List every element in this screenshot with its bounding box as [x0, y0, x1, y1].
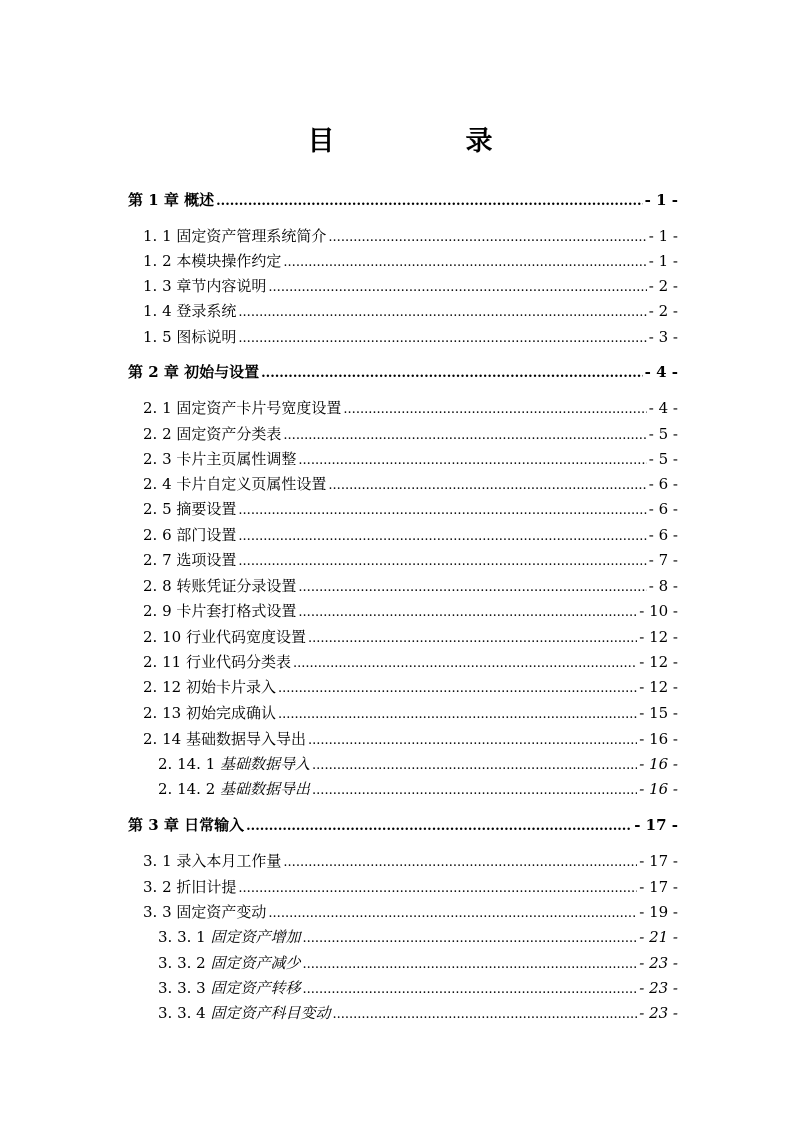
toc-entry-label — [143, 902, 266, 922]
toc-dot-leader — [238, 527, 646, 547]
toc-entry-text: 部门设置 — [176, 526, 237, 544]
toc-entry-text: 折旧计提 — [176, 878, 237, 896]
toc-entry-text: 固定资产减少 — [210, 954, 301, 972]
toc-entry-text: 固定资产转移 — [210, 979, 301, 997]
toc-dot-leader — [238, 303, 646, 323]
toc-entry-text: 基础数据导入导出 — [185, 730, 306, 748]
toc-entry-label — [143, 424, 281, 444]
toc-entry-level-3[interactable] — [158, 754, 678, 774]
toc-entry-level-2[interactable] — [143, 677, 678, 697]
toc-entry-level-1[interactable] — [128, 362, 678, 382]
toc-entry-label — [158, 754, 310, 774]
toc-dot-leader — [298, 451, 646, 471]
toc-entry-text: 摘要设置 — [176, 500, 237, 518]
toc-entry-label — [143, 276, 266, 296]
toc-entry-level-2[interactable] — [143, 226, 678, 246]
toc-dot-leader — [303, 980, 638, 1000]
toc-page-number: - 23 - — [639, 979, 678, 997]
toc-dot-leader — [238, 501, 646, 521]
toc-entry-label — [128, 190, 214, 210]
toc-entry-label — [158, 779, 310, 799]
toc-entry-text: 固定资产卡片号宽度设置 — [176, 399, 342, 417]
toc-entry-level-2[interactable] — [143, 902, 678, 922]
toc-entry-level-2[interactable] — [143, 251, 678, 271]
toc-entry-number: 3. 3 — [143, 903, 172, 921]
toc-entry-level-2[interactable] — [143, 327, 678, 347]
toc-entry-label — [158, 953, 301, 973]
toc-page-number: - 17 - — [639, 852, 678, 870]
toc-entry-level-2[interactable] — [143, 449, 678, 469]
toc-dot-leader — [278, 679, 637, 699]
toc-page-number: - 3 - — [648, 328, 678, 346]
toc-entry-text: 固定资产分类表 — [176, 425, 282, 443]
toc-entry-number: 第 2 章 — [128, 363, 179, 381]
toc-dot-leader — [278, 705, 637, 725]
toc-dot-leader — [298, 578, 646, 598]
toc-dot-leader — [298, 603, 637, 623]
toc-entry-text: 基础数据导入 — [220, 755, 311, 773]
toc-dot-leader — [308, 629, 637, 649]
toc-entry-number: 2. 11 — [143, 653, 182, 671]
toc-entry-number: 1. 3 — [143, 277, 172, 295]
toc-page-number: - 4 - — [644, 363, 678, 381]
toc-entry-label — [128, 815, 244, 835]
toc-dot-leader — [283, 853, 637, 873]
toc-entry-text: 章节内容说明 — [176, 277, 267, 295]
toc-entry-label — [143, 729, 306, 749]
toc-page-number: - 16 - — [639, 780, 678, 798]
toc-entry-label — [143, 550, 236, 570]
toc-entry-text: 图标说明 — [176, 328, 237, 346]
toc-entry-level-3[interactable] — [158, 927, 678, 947]
toc-entry-number: 2. 1 — [143, 399, 172, 417]
toc-entry-level-2[interactable] — [143, 301, 678, 321]
toc-dot-leader — [293, 654, 637, 674]
toc-entry-text: 选项设置 — [176, 551, 237, 569]
toc-page-number: - 6 - — [648, 526, 678, 544]
toc-dot-leader — [303, 955, 638, 975]
toc-dot-leader — [303, 929, 638, 949]
toc-entry-number: 2. 6 — [143, 526, 172, 544]
toc-dot-leader — [238, 879, 637, 899]
toc-entry-text: 卡片主页属性调整 — [176, 450, 297, 468]
toc-entry-label — [143, 301, 236, 321]
toc-entry-label — [143, 576, 296, 596]
toc-page-number: - 21 - — [639, 928, 678, 946]
toc-entry-level-2[interactable] — [143, 877, 678, 897]
toc-entry-number: 3. 3. 3 — [158, 979, 206, 997]
toc-entry-level-3[interactable] — [158, 953, 678, 973]
toc-entry-label — [158, 1003, 331, 1023]
toc-entry-number: 1. 4 — [143, 302, 172, 320]
toc-entry-number: 1. 5 — [143, 328, 172, 346]
toc-entry-number: 3. 1 — [143, 852, 172, 870]
toc-entry-text: 登录系统 — [176, 302, 237, 320]
toc-entry-label — [143, 877, 236, 897]
toc-entry-label — [143, 474, 326, 494]
toc-entry-label — [143, 627, 306, 647]
toc-dot-leader — [261, 364, 643, 384]
toc-entry-level-3[interactable] — [158, 978, 678, 998]
toc-entry-label — [143, 525, 236, 545]
toc-entry-text: 概述 — [184, 191, 215, 209]
toc-entry-level-2[interactable] — [143, 474, 678, 494]
toc-page-number: - 17 - — [634, 816, 678, 834]
toc-page-number: - 12 - — [639, 628, 678, 646]
toc-page-number: - 23 - — [639, 1004, 678, 1022]
toc-entry-number: 2. 10 — [143, 628, 182, 646]
toc-entry-text: 固定资产变动 — [176, 903, 267, 921]
toc-entry-number: 2. 5 — [143, 500, 172, 518]
toc-entry-level-1[interactable] — [128, 815, 678, 835]
toc-entry-label — [143, 652, 291, 672]
toc-entry-text: 基础数据导出 — [220, 780, 311, 798]
toc-page-number: - 8 - — [648, 577, 678, 595]
toc-entry-text: 行业代码宽度设置 — [185, 628, 306, 646]
toc-entry-number: 2. 14. 1 — [158, 755, 216, 773]
toc-entry-number: 2. 4 — [143, 475, 172, 493]
toc-entry-label — [143, 251, 281, 271]
toc-dot-leader — [312, 781, 637, 801]
toc-page-number: - 1 - — [644, 191, 678, 209]
toc-entry-level-2[interactable] — [143, 424, 678, 444]
toc-entry-level-1[interactable] — [128, 190, 678, 210]
toc-entry-label — [143, 327, 236, 347]
toc-page-number: - 12 - — [639, 653, 678, 671]
toc-dot-leader — [238, 329, 646, 349]
toc-entry-text: 初始与设置 — [184, 363, 260, 381]
toc-entry-text: 本模块操作约定 — [176, 252, 282, 270]
toc-entry-text: 固定资产科目变动 — [210, 1004, 331, 1022]
toc-entry-level-2[interactable] — [143, 652, 678, 672]
toc-entry-number: 2. 12 — [143, 678, 182, 696]
toc-entry-text: 录入本月工作量 — [176, 852, 282, 870]
toc-entry-label — [143, 851, 281, 871]
toc-dot-leader — [308, 731, 637, 751]
toc-entry-label — [143, 499, 236, 519]
toc-page-number: - 5 - — [648, 450, 678, 468]
toc-dot-leader — [283, 253, 646, 273]
toc-page-number: - 15 - — [639, 704, 678, 722]
toc-entry-text: 行业代码分类表 — [185, 653, 291, 671]
toc-entry-number: 2. 3 — [143, 450, 172, 468]
toc-entry-number: 2. 13 — [143, 704, 182, 722]
toc-page-number: - 12 - — [639, 678, 678, 696]
toc-entry-label — [158, 927, 301, 947]
toc-entry-level-2[interactable] — [143, 576, 678, 596]
toc-entry-text: 固定资产管理系统简介 — [176, 227, 327, 245]
toc-dot-leader — [268, 904, 637, 924]
toc-entry-number: 2. 14 — [143, 730, 182, 748]
toc-entry-number: 第 1 章 — [128, 191, 179, 209]
toc-dot-leader — [312, 756, 637, 776]
toc-entry-level-2[interactable] — [143, 525, 678, 545]
toc-page-number: - 2 - — [648, 277, 678, 295]
toc-page-number: - 5 - — [648, 425, 678, 443]
toc-dot-leader — [268, 278, 646, 298]
toc-page-number: - 19 - — [639, 903, 678, 921]
toc-entry-label — [143, 601, 296, 621]
toc-dot-leader — [238, 552, 646, 572]
toc-dot-leader — [333, 1005, 638, 1025]
toc-entry-text: 卡片自定义页属性设置 — [176, 475, 327, 493]
toc-entry-label — [143, 703, 276, 723]
toc-page-number: - 4 - — [648, 399, 678, 417]
toc-entry-text: 初始完成确认 — [185, 704, 276, 722]
toc-page-number: - 23 - — [639, 954, 678, 972]
toc-entry-number: 2. 9 — [143, 602, 172, 620]
toc-page-number: - 2 - — [648, 302, 678, 320]
toc-entry-text: 卡片套打格式设置 — [176, 602, 297, 620]
toc-entry-label — [143, 226, 326, 246]
toc-entry-level-2[interactable] — [143, 729, 678, 749]
toc-entry-label — [128, 362, 259, 382]
toc-entry-text: 初始卡片录入 — [185, 678, 276, 696]
toc-entry-label — [158, 978, 301, 998]
toc-entry-text: 固定资产增加 — [210, 928, 301, 946]
toc-entry-label — [143, 398, 341, 418]
toc-page-number: - 6 - — [648, 475, 678, 493]
toc-entry-number: 2. 14. 2 — [158, 780, 216, 798]
toc-entry-number: 第 3 章 — [128, 816, 179, 834]
toc-entry-level-3[interactable] — [158, 1003, 678, 1023]
toc-entry-level-2[interactable] — [143, 627, 678, 647]
toc-entry-number: 3. 2 — [143, 878, 172, 896]
toc-entry-level-2[interactable] — [143, 398, 678, 418]
toc-entry-text: 日常输入 — [184, 816, 245, 834]
toc-dot-leader — [246, 817, 632, 837]
toc-entry-number: 1. 2 — [143, 252, 172, 270]
toc-dot-leader — [216, 192, 643, 212]
toc-entry-number: 2. 7 — [143, 551, 172, 569]
toc-entry-number: 2. 8 — [143, 577, 172, 595]
toc-page-number: - 1 - — [648, 252, 678, 270]
toc-entry-text: 转账凭证分录设置 — [176, 577, 297, 595]
toc-dot-leader — [328, 228, 646, 248]
toc-entry-level-2[interactable] — [143, 703, 678, 723]
toc-entry-number: 3. 3. 2 — [158, 954, 206, 972]
toc-entry-level-3[interactable] — [158, 779, 678, 799]
toc-page-number: - 6 - — [648, 500, 678, 518]
toc-page-number: - 16 - — [639, 730, 678, 748]
toc-page-number: - 17 - — [639, 878, 678, 896]
toc-entry-label — [143, 677, 276, 697]
toc-page-number: - 7 - — [648, 551, 678, 569]
toc-dot-leader — [328, 476, 646, 496]
toc-page-number: - 16 - — [639, 755, 678, 773]
toc-entry-level-2[interactable] — [143, 601, 678, 621]
toc-page-number: - 1 - — [648, 227, 678, 245]
toc-entry-number: 1. 1 — [143, 227, 172, 245]
toc-dot-leader — [343, 400, 646, 420]
toc-page-number: - 10 - — [639, 602, 678, 620]
toc-dot-leader — [283, 426, 646, 446]
toc-entry-level-2[interactable] — [143, 550, 678, 570]
toc-entry-level-2[interactable] — [143, 276, 678, 296]
toc-title: 目 录 — [307, 126, 545, 157]
toc-entry-number: 3. 3. 1 — [158, 928, 206, 946]
toc-entry-number: 3. 3. 4 — [158, 1004, 206, 1022]
toc-entry-number: 2. 2 — [143, 425, 172, 443]
toc-entry-level-2[interactable] — [143, 851, 678, 871]
toc-entry-label — [143, 449, 296, 469]
toc-entry-level-2[interactable] — [143, 499, 678, 519]
